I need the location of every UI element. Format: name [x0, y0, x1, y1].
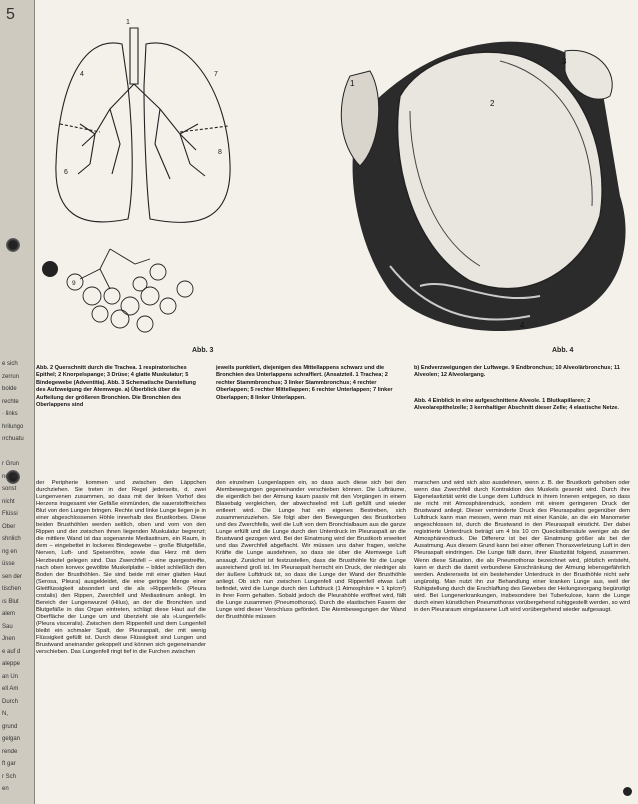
paragraph: der Peripherie kommen und zwischen den Läppchen durchziehen. Sie treten in der Regel jederseits, d. zwei Lungenvenen zusammen, so dass mit der linken Vorhof des Herzens insgesamt vier Gefäße einmünden, die sauerstoffreiches Blut von den Lungen bringen. Rechte und linke Lunge liegen je in einer abgeschlossenen Höhle innerhalb des Brustkorbes. Diese beiden Brusthöhlen werden seitlich, oben und vorn von den Rippen und der zwischen ihnen liegenden Muskulatur begrenzt; die mittlere Wand ist das sogenannte Mediastinum, ein Raum, in dem – eingebettet in lockeres Bindegewebe – große Blutgefäße, Nerven, Luft- und Speiseröhre, sowie das Herz mit dem Herzbeutel gelegen sind. Das Zwerchfell – eine quergestreifte, nach oben konvex gewölbte Muskelplatte – bildet schließlich den Boden der Brusthöhlen. Sie sind beide mit einer glatten Haut (Serosa, Pleura) ausgekleidet, die eine geringe Menge einer Gleitflüssigkeit absondert und die als »Rippenfell« (Pleura costalis) den Rippen, Zwerchfell und Mediastinum anliegt. Im Bereich der Lungenwurzel (Hilus), an der die Bronchien und Blutgefäße in das Organ eintreten, schlägt diese Haut auf die Oberfläche der Lunge um und überzieht sie als »Lungenfell« (Pleura visceralis). Zwischen dem Rippenfell und dem Lungenfell bleibt ein schmaler Spalt, der Pleuraspalt, der mit wenig Flüssigkeit gefüllt ist. Durch diese Flüssigkeit sind Lungen und Brustwand aneinander gekoppelt und können sich gegeneinander verschieben. Das Lungenfell ringt tief in die Furchen zwischen	[36, 480, 206, 656]
gutter-fragment: gelgan	[2, 736, 21, 742]
gutter-fragment: shnlich	[2, 536, 21, 542]
gutter-fragment: rechte	[2, 398, 19, 405]
gutter-fragment: grund	[2, 723, 18, 730]
binder-hole	[6, 238, 20, 252]
gutter-fragment: üsse	[2, 561, 15, 567]
gutter-fragment: Ober	[2, 523, 16, 530]
label-9: 9	[72, 280, 76, 287]
label-4: 4	[520, 321, 525, 330]
caption-abb-3-continued: jeweils punktiert, diejenigen des Mittellappens schwarz und die Bronchien des Unterlappens schraffiert. (Ansatzteil. 1 Trachea; 2 rechter Stammbronchus; 3 linker Stammbronchus; 4 rechter Oberlappen; 5 rechter Mittellappen; 6 rechter Unterlappen; 7 linker Oberlappen; 8 linker Unterlappen.	[216, 365, 393, 401]
left-page-gutter	[0, 0, 35, 804]
gutter-fragment: sen der	[2, 573, 23, 580]
label-4: 4	[80, 71, 84, 78]
gutter-fragment: ndt sic	[2, 473, 20, 480]
label-3: 3	[562, 57, 567, 66]
body-column-left	[36, 480, 206, 800]
body-column-middle	[216, 480, 406, 800]
page-number: 5	[6, 6, 15, 23]
gutter-fragment: ng en	[2, 548, 18, 555]
paragraph: den einzelnen Lungenlappen ein, so dass auch diese sich bei den Atembewegungen gegeneinander verschieben können. Die Lufträume, die eigentlich bei der Atmung kaum passiv mit den Vorgängen in einem Blasebalg vergleichen, der abwechselnd mit Luft gefüllt und wieder entleert wird. Die Lunge hat ein eigenes Bestreben, sich zusammenzuziehen. Sie folgt aber den Bewegungen des Brustkorbes und des Zwerchfells, weil die Luft von dem Bronchialbaum aus die ganze Lunge erfüllt und die Lunge durch den Unterdruck im Pleuraspalt an die Brustwand gezogen wird. Bei der Einatmung wird der Brustkorb erweitert und das Zwerchfell abgeflacht. Wir müssen uns daher fragen, welche Kräfte die Lunge ausdehnen, so dass sie über die Atemwege Luft ansaugt. Zunächst ist festzustellen, dass die Brusthöhle für die Lunge ausreichend groß ist. Im Pleuraspalt herrscht ein Druck, der niedriger als der äußere Luftdruck ist, so dass die Lunge der Wand der Brusthöhle anliegt. Ob sich nun zwischen Lungenfell und Rippenfell etwas Luft befindet, wird die Lunge durch den Luftdruck (1 Atmosphäre = 1 kp/cm²) in ihrer Form gehalten. Sobald jedoch die Pleurahöhle eröffnet wird, fällt die Lunge zusammen (Pneumothorax). Durch die elastischen Fasern der Lunge wird dieser Verschluss gefördert. Die Atembewegungen der Wand der Brusthöhle müssen	[216, 480, 406, 620]
gutter-fragment: zerrun	[2, 373, 20, 380]
lung-diagram	[40, 14, 250, 354]
gutter-fragment: rende	[2, 748, 18, 755]
page-end-marker-icon	[623, 787, 632, 796]
alveole-illustration	[330, 16, 636, 356]
gutter-fragment: Jnen	[2, 636, 16, 642]
gutter-fragment: Flüssi	[2, 511, 18, 517]
label-8: 8	[218, 149, 222, 156]
trachea	[130, 28, 138, 84]
label-2: 2	[490, 99, 495, 108]
gutter-fragment: an Un	[2, 673, 19, 680]
figure-4-label: Abb. 4	[552, 347, 574, 354]
gutter-fragment: sonst	[2, 486, 17, 492]
label-7: 7	[214, 71, 218, 78]
gutter-fragment: Sau	[2, 623, 13, 630]
gutter-fragment: nicht	[2, 498, 15, 505]
paragraph: marschen und wird sich also ausdehnen, wenn z. B. der Brustkorb gehoben oder wenn das Zwerchfell durch Kontraktion des Muskels gesenkt wird. Durch ihre Eigenelastizität wirkt die Lunge dem Luftdruck in ihrem Inneren entgegen, so dass sie nicht mit Atmosphärendruck, sondern mit einem geringeren Druck der Brustwand anliegt. Dieser verminderte Druck des Pleuraspaltes gegenüber dem Luftdruck kann man messen, wenn man mit einer Kanüle, an die ein Manometer angeschlossen ist, durch die Brustwand in den Pleuraspalt einsticht. Der dabei registrierte Unterdruck beträgt um 4 bis 10 cm Quecksilbersäule weniger als der Atmosphärendruck. Die Differenz ist bei der Einatmung größer als bei der Ausatmung. Aus diesem Grund kann bei einer offenen Thoraxverletzung Luft in den Pleuraspalt eindringen. Die Lunge fällt dann, ihrer Elastizität folgend, zusammen. Wenn diese Situation, die als Pneumothorax bezeichnet wird, plötzlich entsteht, kann er durch die damit verbundene Einschränkung der Atmung lebensgefährlich werden. Andererseits ist ein bestehender Unterdruck in der Brusthöhle nicht sehr ungünstig. Man nutzt ihn zur Behandlung einer kranken Lunge aus, weil der Ruhigstellung durch die Erschlaffung des Gewebes der Heilungsvorgang begünstigt wird. Bei Lungenerkrankungen, insbesondere bei Tuberkulose, kann die Lunge durch einen künstlichen Pneumothorax vorübergehend ruhiggestellt werden, so wird in den Pleuraraum eingelassene Luft wird vorübergehend wieder aufgesaugt.	[414, 480, 630, 613]
gutter-fragment: Durch	[2, 698, 19, 705]
label-1: 1	[350, 79, 355, 88]
gutter-fragment: ıs Blut	[2, 598, 19, 605]
caption-abb-2-3: Abb. 2 Querschnitt durch die Trachea. 1 respiratorisches Epithel; 2 Knorpelspange; 3 Drüse; 4 glatte Muskulatur; 5 Bindegewebe (Adventitia). Abb. 3 Schematische Darstellung des Aufzweigung der Atemwege. a) Überblick über die Aufteilung der größeren Bronchien. Die Bronchien des Oberlappens sind	[36, 365, 196, 409]
gutter-fragment: hrilungo	[2, 423, 24, 430]
caption-abb-4: Abb. 4 Einblick in eine aufgeschnittene Alveole. 1 Blutkapillaren; 2 Alveolarepithelzelle; 3 kernhaltiger Abschnitt dieser Zelle; 4 elastische Netze.	[414, 398, 619, 412]
right-lung-outline	[56, 43, 132, 222]
gutter-fragment: ft gar	[2, 761, 16, 767]
gutter-fragment: aleppe	[2, 661, 21, 667]
figure-3-label: Abb. 3	[192, 347, 214, 354]
gutter-fragment: tischen	[2, 586, 22, 592]
gutter-fragment: bolde	[2, 386, 17, 392]
gutter-fragment: e sich	[2, 361, 18, 367]
gutter-fragment: ırchuatu	[2, 436, 24, 442]
body-column-right	[414, 480, 630, 790]
bronchus-dot	[42, 261, 58, 277]
gutter-fragment: r Grun	[2, 461, 20, 467]
gutter-fragment: e auf d	[2, 648, 21, 655]
label-1: 1	[126, 19, 130, 26]
caption-abb-3b: b) Endverzweigungen der Luftwege. 9 Endbronchus; 10 Alveolärbronchus; 11 Alveolen; 12 Alveolargang.	[414, 365, 620, 379]
gutter-fragment: en	[2, 786, 9, 792]
gutter-fragment: · links	[2, 411, 18, 417]
gutter-fragment: r Sch	[2, 773, 17, 780]
label-6: 6	[64, 169, 68, 176]
gutter-fragment: alem	[2, 611, 16, 617]
gutter-fragment: ell Am	[2, 686, 19, 692]
gutter-fragment: N,	[2, 711, 8, 717]
